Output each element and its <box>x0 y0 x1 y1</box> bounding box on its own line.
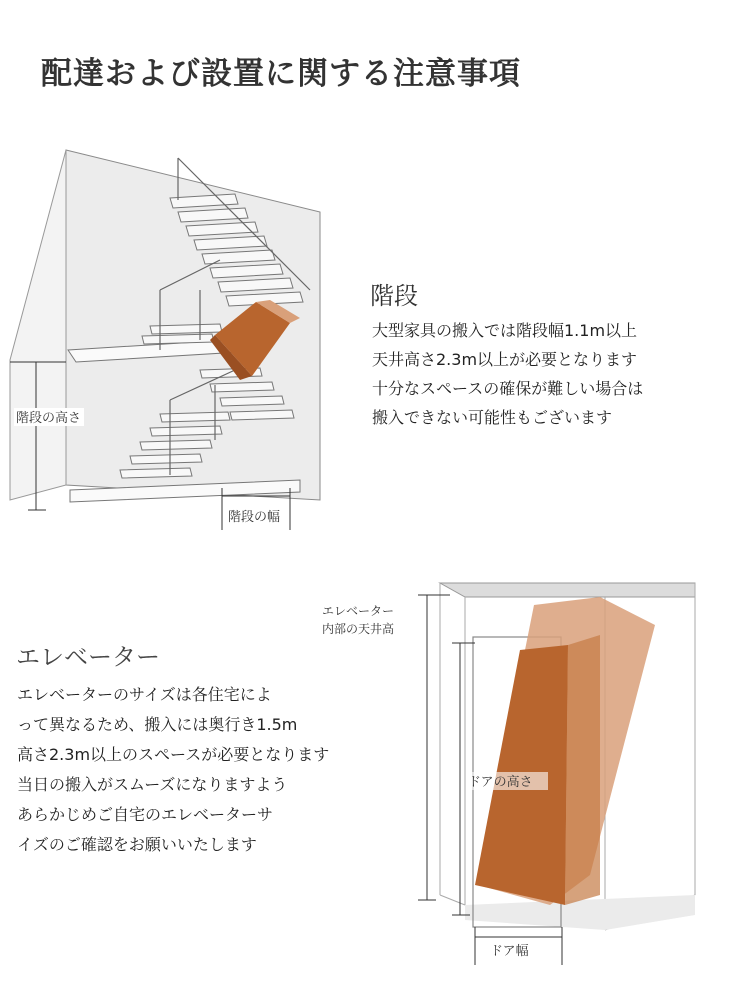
stairs-text-line: 大型家具の搬入では階段幅1.1m以上 <box>372 321 638 340</box>
stair-width-label: 階段の幅 <box>228 510 281 525</box>
stairs-text-line: 搬入できない可能性もございます <box>372 408 613 427</box>
elevator-ceiling <box>440 583 695 597</box>
elevator-text-line: あらかじめご自宅のエレベーターサ <box>17 805 274 824</box>
stairs-heading: 階段 <box>370 282 418 310</box>
elevator-text-line: 当日の搬入がスムーズになりますよう <box>17 775 288 794</box>
ceiling-height-dimension <box>418 595 450 900</box>
elevator-text-line: って異なるため、搬入には奥行き1.5m <box>17 715 298 734</box>
ceiling-label-line1: エレベーター <box>322 604 395 618</box>
staircase-illustration <box>0 140 340 540</box>
stair-left-wall <box>10 150 66 500</box>
elevator-description <box>17 680 329 860</box>
ceiling-label-line2: 内部の天井高 <box>322 622 395 636</box>
elevator-heading: エレベーター <box>16 643 160 671</box>
stairs-description <box>372 316 643 432</box>
stairs-text-line: 十分なスペースの確保が難しい場合は <box>372 379 644 398</box>
elevator-text-line: イズのご確認をお願いいたします <box>17 835 257 854</box>
stairs-text-line: 天井高さ2.3m以上が必要となります <box>372 350 638 369</box>
elevator-illustration <box>300 575 750 975</box>
door-width-label: ドア幅 <box>490 944 529 959</box>
elevator-text-line: エレベーターのサイズは各住宅によ <box>17 685 272 704</box>
furniture-box <box>475 597 655 905</box>
elevator-text-line: 高さ2.3m以上のスペースが必要となります <box>17 745 330 764</box>
page-title: 配達および設置に関する注意事項 <box>41 56 521 92</box>
door-height-label: ドアの高さ <box>468 775 533 790</box>
stair-height-label: 階段の高さ <box>16 411 82 426</box>
